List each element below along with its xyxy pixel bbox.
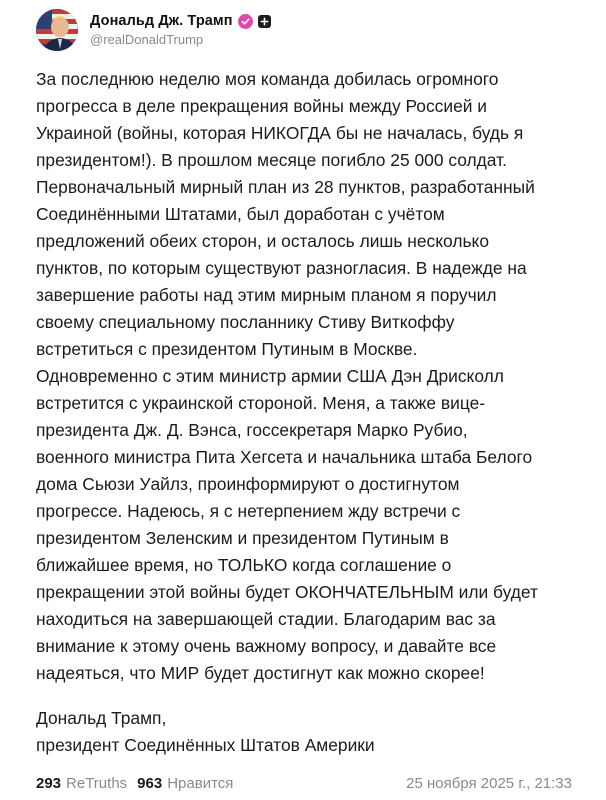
retruths-stat[interactable] xyxy=(36,775,127,792)
author-display-name[interactable]: Дональд Дж. Трамп xyxy=(90,13,233,29)
likes-stat[interactable] xyxy=(137,775,233,792)
retruths-label: ReTruths xyxy=(66,774,128,792)
post-body xyxy=(36,66,576,687)
post-header xyxy=(36,8,271,52)
post-timestamp[interactable]: 25 ноября 2025 г., 21:33 xyxy=(406,774,572,792)
signature-name: Дональд Трамп, xyxy=(36,708,167,728)
author-block xyxy=(90,13,271,47)
post-text: За последнюю неделю моя команда добилась огромного прогресса в деле прекращения войны между Россией и Украиной (войны, которая НИКОГДА бы не началась, будь я президентом!). В прошлом месяце погибло 25 000 солдат. Первоначальный мирный план из 28 пунктов, разработанный Соединёнными Штатами, был доработан с учётом предложений обеих сторон, и осталось лишь несколько пунктов, по которым существуют разногласия. В надежде на завершение работы над этим мирным планом я поручил своему специальному посланнику Стиву Виткоффу встретиться с президентом Путиным в Москве. Одновременно с этим министр армии США Дэн Дрисколл встретится с украинской стороной. Меня, а также вице- президента Дж. Д. Вэнса, госсекретаря Марко Рубио, военного министра Пита Хегсета и начальника штаба Белого дома Сьюзи Уайлз, проинформируют о достигнутом прогрессе. Надеюсь, я с нетерпением жду встречи с президентом Зеленским и президентом Путиным в ближайшее время, но ТОЛЬКО когда соглашение о прекращении этой войны будет ОКОНЧАТЕЛЬНЫМ или будет находиться на завершающей стадии. Благодарим вас за внимание к этому очень важному вопросу, и давайте все надеяться, что МИР будет достигнут как можно скорее! xyxy=(36,69,538,683)
post-signature xyxy=(36,705,375,759)
retruths-count: 293 xyxy=(36,774,62,792)
post-footer xyxy=(36,771,572,795)
likes-count: 963 xyxy=(137,774,163,792)
avatar[interactable] xyxy=(36,9,78,51)
plus-icon xyxy=(260,17,269,26)
avatar-image xyxy=(36,9,78,51)
check-icon xyxy=(241,17,250,26)
author-handle[interactable]: @realDonaldTrump xyxy=(90,32,204,47)
signature-title: президент Соединённых Штатов Америки xyxy=(36,735,375,755)
verified-badge-icon xyxy=(238,14,253,29)
likes-label: Нравится xyxy=(167,774,234,792)
name-row xyxy=(90,13,271,29)
plus-badge-icon xyxy=(258,15,271,28)
